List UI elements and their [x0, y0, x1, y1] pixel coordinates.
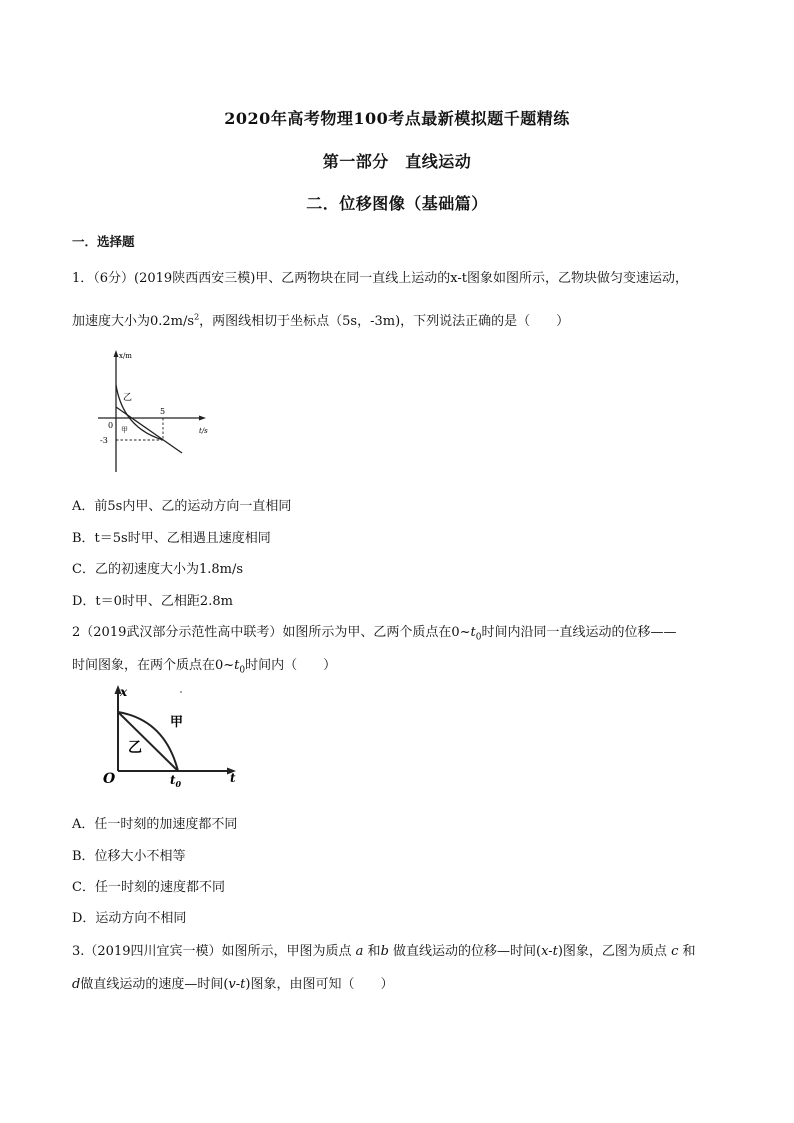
q2-t0-var: t	[170, 773, 176, 787]
q2-stem-line2	[72, 654, 337, 676]
section-heading: 一．选择题	[72, 234, 135, 249]
q1-stem-text-end: ，两图线相切于坐标点（5s，-3m)，下列说法正确的是（ ）	[199, 314, 570, 329]
q1-stem-text: 加速度大小为0.2m/s	[72, 314, 195, 329]
chapter-title: 二．位移图像（基础篇）	[306, 194, 488, 213]
q1-stem-line1: 1．（6分）(2019陕西西安三模)甲、乙两物块在同一直线上运动的x-t图象如图所示，乙物块做匀变速运动，	[72, 271, 688, 286]
q2-option-b: B．位移大小不相等	[72, 849, 186, 864]
q2-label-yi: 乙	[128, 740, 142, 756]
q3-var-vt: v-t	[228, 977, 246, 992]
q2-stem-sub-02: 0	[239, 665, 246, 676]
q3-text-1: 3.（2019四川宜宾一模）如图所示，甲图为质点	[72, 944, 352, 959]
q1-origin-label: 0	[108, 421, 114, 430]
q2-x-axis-label: t	[230, 771, 236, 785]
q2-option-d: D．运动方向不相同	[72, 911, 187, 926]
q3-text-7: )图象，由图可知（ ）	[245, 977, 394, 992]
q3-text-4: )图象，乙图为质点	[557, 944, 667, 959]
q2-xt-graph	[90, 682, 240, 790]
q2-stem-text: 2（2019武汉部分示范性高中联考）如图所示为甲、乙两个质点在0~	[72, 625, 471, 640]
q3-stem-line1	[72, 940, 696, 959]
q2-stem-text2: 时间图象，在两个质点在0~	[72, 658, 235, 673]
q3-var-d: d	[72, 977, 81, 992]
q3-var-xt: x-t	[541, 944, 558, 959]
q1-option-b: B．t＝5s时甲、乙相遇且速度相同	[72, 531, 271, 546]
q2-stem-var-t: t	[470, 625, 476, 640]
part-title: 第一部分 直线运动	[322, 152, 472, 171]
q3-text-3: 做直线运动的位移—时间(	[393, 944, 542, 959]
q2-y-axis-label: x	[120, 685, 128, 699]
q2-t0-label	[170, 773, 182, 789]
q3-text-2: 和	[367, 944, 381, 959]
q2-stem-text2-end: 时间内（ ）	[245, 658, 337, 673]
q3-var-a: a	[355, 944, 364, 959]
q3-text-6: 做直线运动的速度—时间(	[80, 977, 229, 992]
q3-var-b: b	[380, 944, 389, 959]
q2-stem-var-t2: t	[234, 658, 240, 673]
q2-origin-label: O	[103, 771, 116, 787]
q1-x-axis-label: t/s	[199, 427, 208, 435]
q1-option-d: D．t＝0时甲、乙相距2.8m	[72, 594, 233, 609]
q3-stem-line2	[72, 973, 393, 992]
q2-option-a: A．任一时刻的加速度都不同	[72, 817, 238, 832]
q2-t0-sub: 0	[175, 779, 182, 789]
q1-tick-x-5: 5	[160, 407, 166, 416]
q1-option-c: C．乙的初速度大小为1.8m/s	[72, 562, 243, 577]
q3-text-5: 和	[682, 944, 696, 959]
document-title: 2020年高考物理100考点最新模拟题千题精练	[224, 109, 570, 128]
q3-var-c: c	[671, 944, 679, 959]
q1-label-yi: 乙	[123, 393, 133, 403]
q1-stem-superscript: 2	[194, 312, 200, 322]
q1-y-axis-label: x/m	[119, 352, 132, 360]
q1-xt-graph	[96, 348, 214, 474]
q1-y-axis-arrow	[114, 350, 119, 357]
q1-stem-line2	[72, 310, 569, 329]
q2-stem-sub-0: 0	[475, 632, 482, 643]
q2-stem-line1	[72, 621, 677, 643]
q2-stem-text-end: 时间内沿同一直线运动的位移——	[481, 625, 677, 640]
q1-x-axis-arrow	[199, 416, 206, 421]
q2-label-jia: 甲	[170, 715, 184, 730]
q1-tick-y-minus3: -3	[100, 436, 108, 445]
q1-label-jia: 甲	[121, 426, 128, 434]
q2-stray-dot	[180, 691, 182, 693]
q2-option-c: C．任一时刻的速度都不同	[72, 880, 225, 895]
q2-line-yi	[118, 712, 178, 771]
q1-option-a: A．前5s内甲、乙的运动方向一直相同	[72, 499, 292, 514]
